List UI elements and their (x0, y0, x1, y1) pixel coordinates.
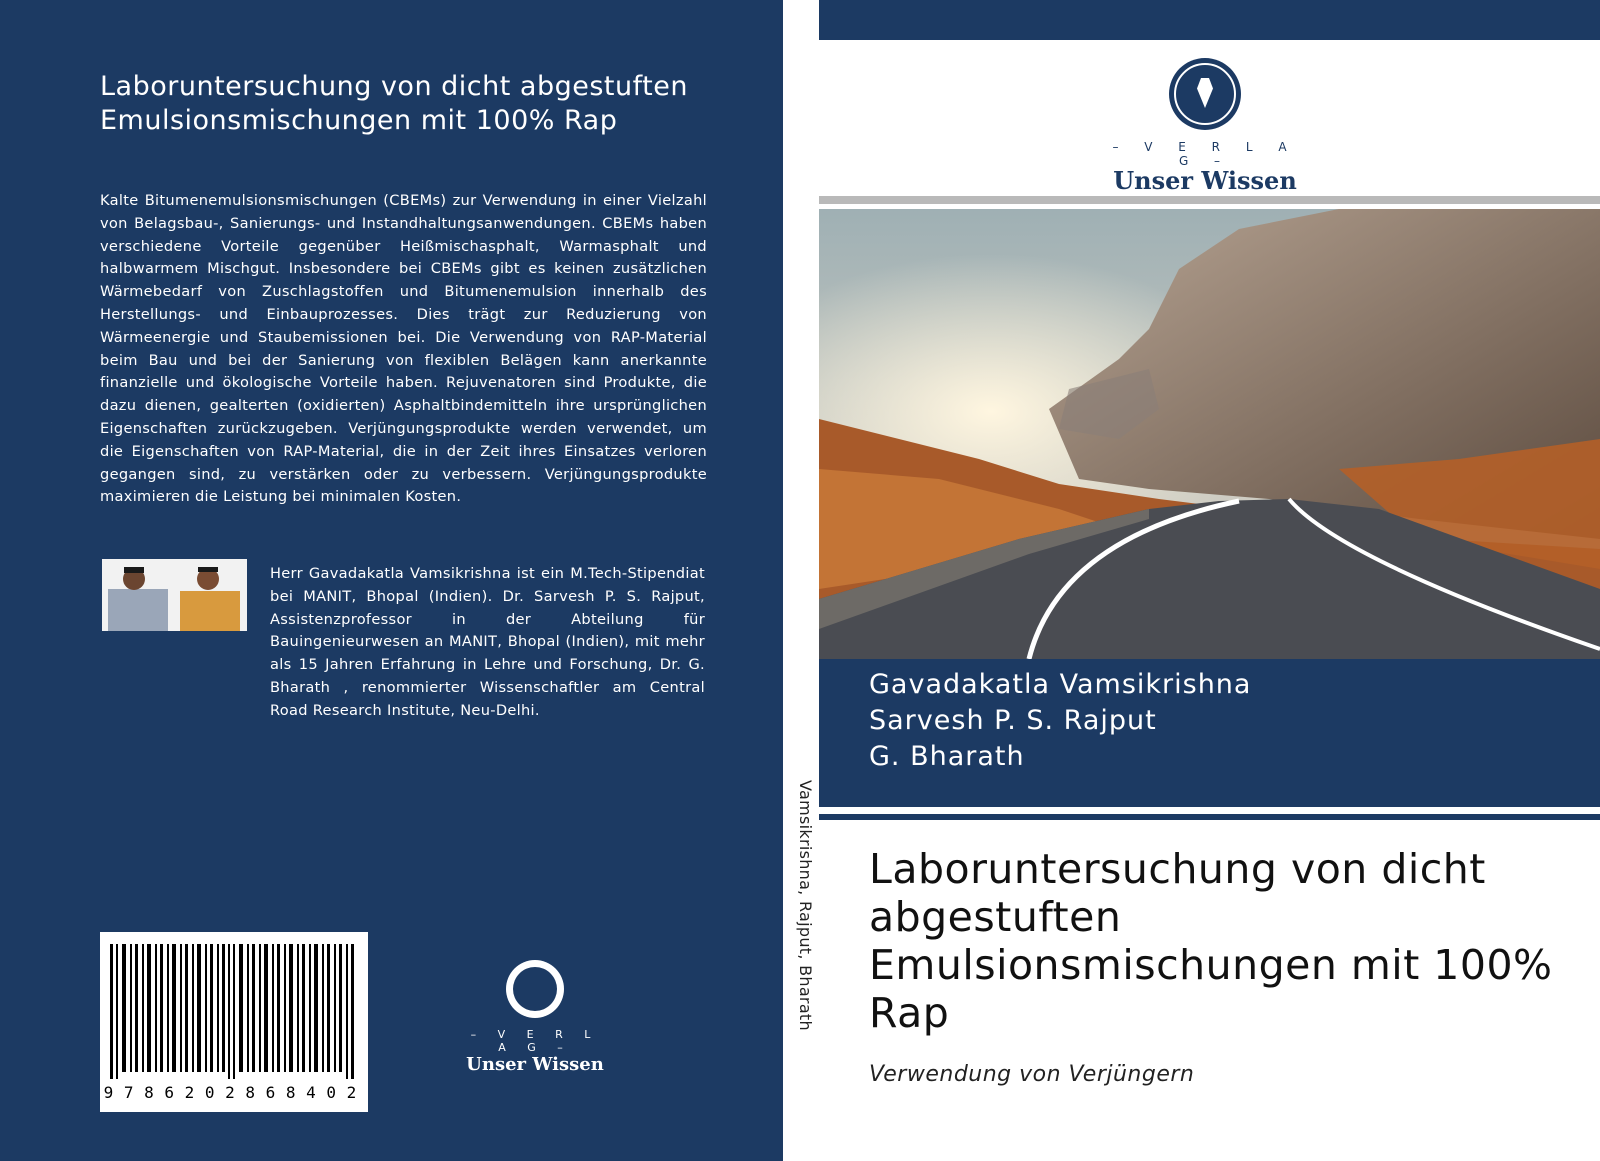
author-name-2: Sarvesh P. S. Rajput (869, 705, 1157, 736)
barcode-bars (100, 932, 368, 1082)
isbn-digit: 8 (144, 1083, 154, 1102)
cover-road-photo (819, 209, 1600, 659)
back-cover (0, 0, 783, 1161)
spine-authors: Vamsikrishna, Rajput, Bharath (796, 780, 815, 1031)
isbn-digit: 0 (326, 1083, 337, 1102)
author-name-1: Gavadakatla Vamsikrishna (869, 669, 1252, 700)
mountain-road-image (819, 209, 1600, 659)
front-publisher-logo (1105, 58, 1305, 195)
front-publisher-name: Unser Wissen (1113, 166, 1297, 195)
front-publisher-verlag: – V E R L A G – (1112, 140, 1298, 168)
isbn-digit: 9 (103, 1083, 114, 1102)
isbn-digit: 2 (225, 1083, 235, 1102)
back-publisher-verlag: – V E R L A G – (470, 1028, 600, 1054)
author-name-3: G. Bharath (869, 741, 1025, 772)
back-cover-blurb: Kalte Bitumenemulsionsmischungen (CBEMs) zur Verwendung in einer Vielzahl von Belagsbau-, Sanierungs- und Instandhaltungsanwendungen. CBEMs haben verschiedene Vorteile gegenüber Heißmischasphalt, Warmasphalt und halbwarmem Mischgut. Insbesondere bei CBEMs gibt es keinen zusätzlichen Wärmebedarf von Zuschlagstoffen und Bitumenemulsion innerhalb des Herstellungs- und Einbauprozesses. Dies trägt zur Reduzierung von Wärmeenergie und Staubemissionen bei. Die Verwendung von RAP-Material beim Bau und bei der Sanierung von flexiblen Belägen kann anerkannte finanzielle und ökologische Vorteile haben. Rejuvenatoren sind Produkte, die dazu dienen, gealterten (oxidierten) Asphaltbindemitteln ihre ursprünglichen Eigenschaften zurückzugeben. Verjüngungsprodukte werden verwendet, um die Eigenschaften von RAP-Material, die in der Zeit ihres Einsatzes verloren gegangen sind, zu verstärken oder zu verbessern. Verjüngungsprodukte maximieren die Leistung bei minimalen Kosten. (100, 192, 707, 506)
authors-band (819, 659, 1600, 807)
photo-top-stripe (819, 196, 1600, 204)
back-publisher-logo (460, 960, 610, 1075)
isbn-digit: 2 (346, 1083, 357, 1102)
isbn-digit: 0 (204, 1083, 215, 1102)
front-cover-title: Laboruntersuchung von dicht abgestuften Emulsionsmischungen mit 100% Rap (869, 845, 1553, 1037)
back-publisher-name: Unser Wissen (466, 1054, 604, 1075)
isbn-digit: 2 (184, 1083, 195, 1102)
publisher-pen-emblem-icon (1169, 58, 1241, 130)
isbn-digit: 8 (285, 1083, 296, 1102)
front-top-bar (819, 0, 1600, 40)
isbn-digit: 6 (164, 1083, 175, 1102)
front-cover-subtitle: Verwendung von Verjüngern (869, 1062, 1195, 1087)
front-title-rule (819, 814, 1600, 820)
author-photo (102, 559, 247, 631)
isbn-barcode (100, 932, 368, 1112)
isbn-digits (100, 1083, 368, 1102)
back-cover-title: Laboruntersuchung von dicht abgestuften Emulsionsmischungen mit 100% Rap (100, 71, 688, 136)
isbn-digit: 8 (245, 1083, 256, 1102)
isbn-digit: 4 (306, 1083, 316, 1102)
author-portraits-image (102, 559, 247, 631)
isbn-digit: 7 (123, 1083, 134, 1102)
isbn-digit: 6 (265, 1083, 276, 1102)
author-bio: Herr Gavadakatla Vamsikrishna ist ein M.Tech-Stipendiat bei MANIT, Bhopal (Indien). Dr. Sarvesh P. S. Rajput, Assistenzprofessor in der Abteilung für Bauingenieurwesen an MANIT, Bhopal (Indien), mit mehr als 15 Jahren Erfahrung in Lehre und Forschung, Dr. G. Bharath , renommierter Wissenschaftler am Central Road Research Institute, Neu-Delhi. (270, 565, 705, 719)
publisher-emblem-icon (506, 960, 564, 1018)
